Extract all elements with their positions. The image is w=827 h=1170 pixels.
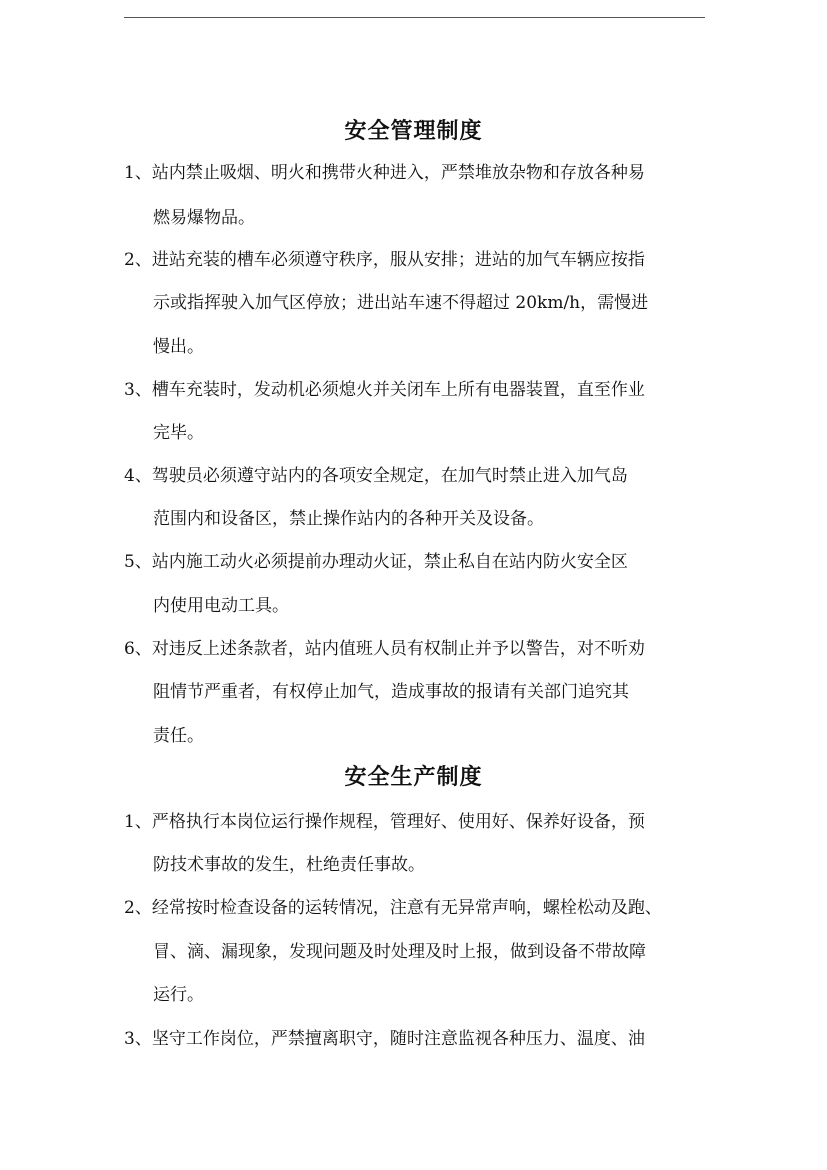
- rule-line: 5、站内施工动火必须提前办理动火证，禁止私自在站内防火安全区: [124, 552, 628, 572]
- rule-line: 冒、滴、漏现象，发现问题及时处理及时上报，做到设备不带故障: [153, 942, 646, 962]
- rule-line: 完毕。: [153, 423, 204, 443]
- rule-line: 内使用电动工具。: [153, 596, 289, 616]
- rule-line: 阻情节严重者，有权停止加气，造成事故的报请有关部门追究其: [153, 682, 629, 702]
- header-rule: [124, 17, 705, 18]
- section-title-safety-management: 安全管理制度: [344, 118, 483, 144]
- rule-line: 2、进站充装的槽车必须遵守秩序，服从安排；进站的加气车辆应按指: [124, 250, 645, 270]
- section-title-safety-production: 安全生产制度: [344, 764, 483, 790]
- rule-line: 慢出。: [153, 337, 204, 357]
- rule-line: 范围内和设备区，禁止操作站内的各种开关及设备。: [153, 509, 544, 529]
- rule-line: 燃易爆物品。: [153, 208, 255, 228]
- rule-line: 1、站内禁止吸烟、明火和携带火种进入，严禁堆放杂物和存放各种易: [124, 163, 645, 183]
- rule-line: 运行。: [153, 985, 204, 1005]
- rule-line: 示或指挥驶入加气区停放；进出站车速不得超过 20km/h，需慢进: [153, 293, 649, 313]
- rule-line: 6、对违反上述条款者，站内值班人员有权制止并予以警告，对不听劝: [124, 639, 645, 659]
- rule-line: 3、坚守工作岗位，严禁擅离职守，随时注意监视各种压力、温度、油: [124, 1029, 645, 1049]
- rule-line: 1、严格执行本岗位运行操作规程，管理好、使用好、保养好设备，预: [124, 812, 645, 832]
- rule-line: 2、经常按时检查设备的运转情况，注意有无异常声响，螺栓松动及跑、: [124, 898, 662, 918]
- rule-line: 4、驾驶员必须遵守站内的各项安全规定，在加气时禁止进入加气岛: [124, 466, 628, 486]
- rule-line: 责任。: [153, 726, 204, 746]
- rule-line: 防技术事故的发生，杜绝责任事故。: [153, 855, 425, 875]
- rule-line: 3、槽车充装时，发动机必须熄火并关闭车上所有电器装置，直至作业: [124, 380, 645, 400]
